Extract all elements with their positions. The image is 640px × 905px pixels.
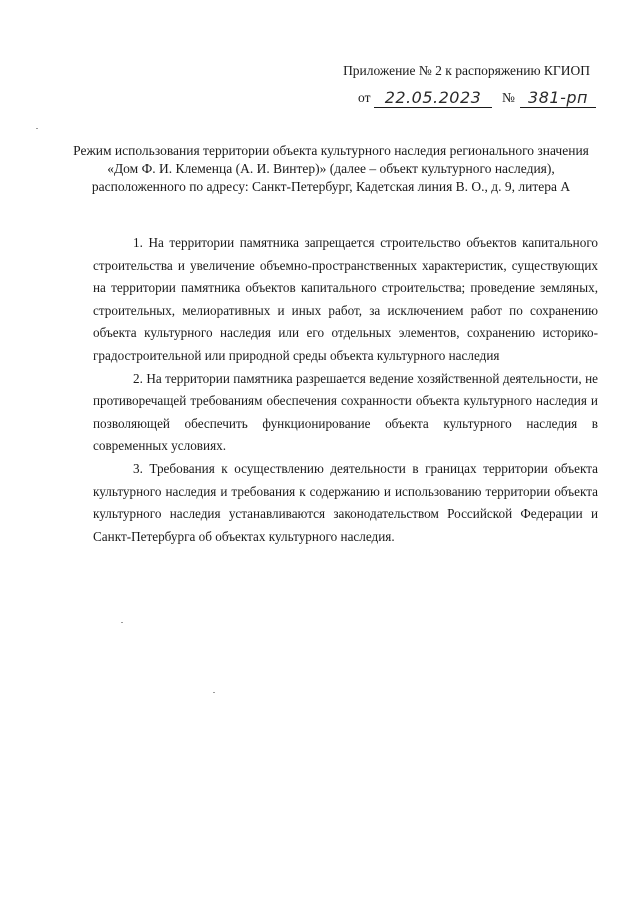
paragraph-1: 1. На территории памятника запрещается строительство объектов капитального строительства и увеличение объемно-пространственных характеристик, существующих на территории памятника объектов капитального строительства; проведение земляных, строительных, мелиоративных и иных работ, за исключением работ по сохранению объекта культурного наследия или его отдельных элементов, сохранению историко-градостроительной или природной среды объекта культурного наследия [93, 235, 598, 363]
paragraph-3: 3. Требования к осуществлению деятельности в границах территории объекта культурного наследия и требования к содержанию и использованию территории объекта культурного наследия устанавливаются законодательством Российской Федерации и Санкт-Петербурга об объектах культурного наследия. [93, 460, 598, 544]
title-line-3: расположенного по адресу: Санкт-Петербург, Кадетская линия В. О., д. 9, литера А [91, 179, 571, 194]
appendix-reference: Приложение № 2 к распоряжению КГИОП [343, 63, 590, 78]
paragraph-2: 2. На территории памятника разрешается ведение хозяйственной деятельности, не противоречащей требованиям обеспечения сохранности объекта культурного наследия и позволяющей обеспечить функционирование объекта культурного наследия в современных условиях. [93, 370, 598, 454]
date-prefix-label: от [358, 90, 371, 105]
document-title [60, 142, 602, 196]
handwritten-order-number: 381-рп [520, 89, 596, 108]
handwritten-date: 22.05.2023 [374, 89, 492, 108]
number-sign-label: № [502, 90, 515, 105]
title-line-1: Режим использования территории объекта культурного наследия регионального значения [73, 143, 589, 158]
scan-speck [213, 692, 215, 693]
scan-speck [36, 128, 38, 129]
scan-speck [121, 622, 123, 623]
title-line-2: «Дом Ф. И. Клеменца (А. И. Винтер)» (далее – объект культурного наследия), [107, 161, 555, 176]
document-body [93, 232, 598, 548]
order-reference-line [358, 86, 598, 112]
